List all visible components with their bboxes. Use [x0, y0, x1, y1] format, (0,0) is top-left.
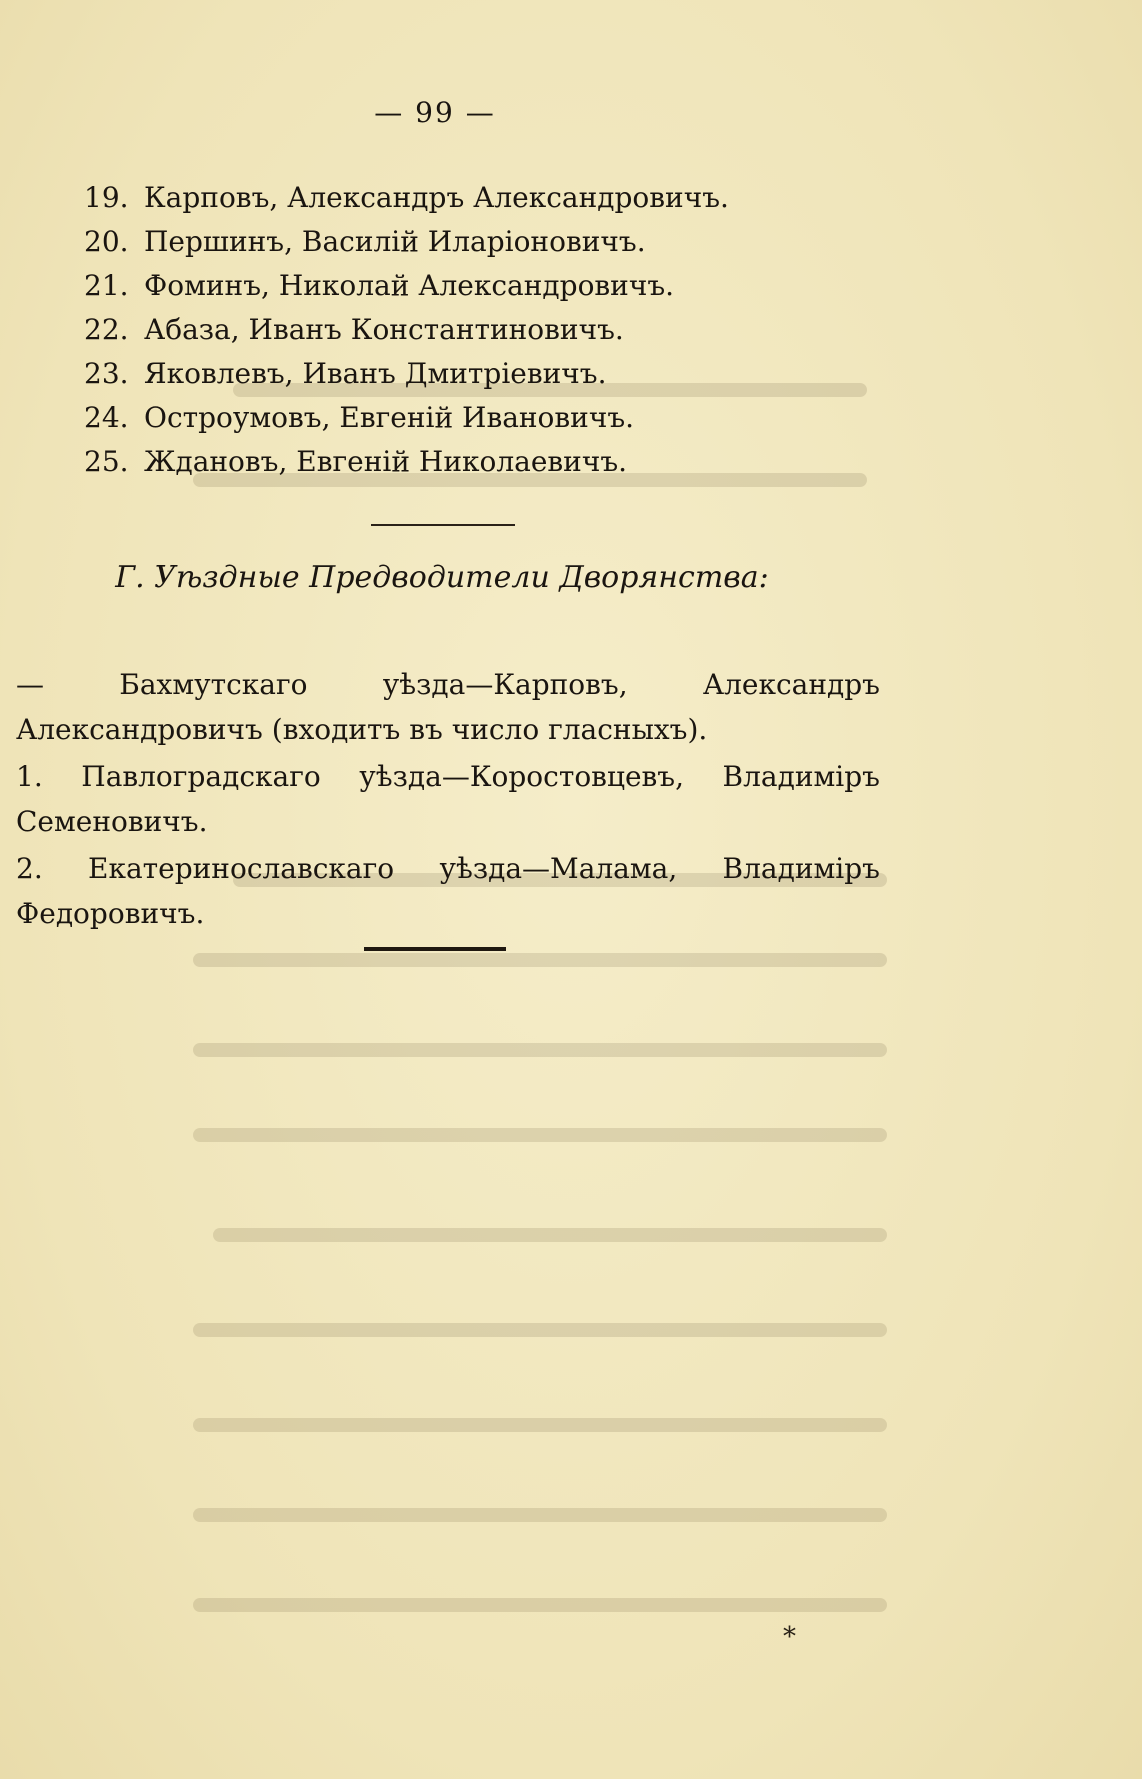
section-heading: Г. Уѣздные Предводители Дворянства: — [115, 560, 769, 595]
list-item-number: 20. — [84, 225, 129, 258]
paragraph-pavlograd: 1. Павлоградскаго уѣзда—Коростовцевъ, Владиміръ Семеновичъ. — [16, 760, 880, 838]
list-item-number: 21. — [84, 269, 129, 302]
list-item — [84, 264, 729, 308]
asterisk-mark: * — [783, 1622, 796, 1652]
list-item-name: Остроумовъ, Евгеній Ивановичъ. — [144, 401, 635, 434]
list-item — [84, 440, 729, 484]
list-item — [84, 220, 729, 264]
list-item-number: 25. — [84, 445, 129, 478]
list-item — [84, 308, 729, 352]
list-item-name: Карповъ, Александръ Александровичъ. — [144, 181, 729, 214]
list-item — [84, 396, 729, 440]
list-item-name: Першинъ, Василій Иларіоновичъ. — [144, 225, 646, 258]
divider-thick — [364, 947, 506, 951]
paragraph-bakhmut: — Бахмутскаго уѣзда—Карповъ, Александръ Александровичъ (входитъ въ число гласныхъ). — [16, 668, 880, 746]
list-item-name: Абаза, Иванъ Константиновичъ. — [144, 313, 624, 346]
list-item — [84, 176, 729, 220]
divider-short — [371, 524, 515, 526]
page-number: — 99 — — [374, 96, 496, 129]
list-item-name: Ждановъ, Евгеній Николаевичъ. — [144, 445, 628, 478]
list-item-name: Фоминъ, Николай Александровичъ. — [144, 269, 675, 302]
member-list — [84, 176, 729, 484]
list-item — [84, 352, 729, 396]
list-item-number: 19. — [84, 181, 129, 214]
list-item-name: Яковлевъ, Иванъ Дмитріевичъ. — [144, 357, 607, 390]
paragraph-ekaterinoslav: 2. Екатеринославскаго уѣзда—Малама, Владиміръ Федоровичъ. — [16, 852, 880, 930]
list-item-number: 23. — [84, 357, 129, 390]
list-item-number: 22. — [84, 313, 129, 346]
list-item-number: 24. — [84, 401, 129, 434]
